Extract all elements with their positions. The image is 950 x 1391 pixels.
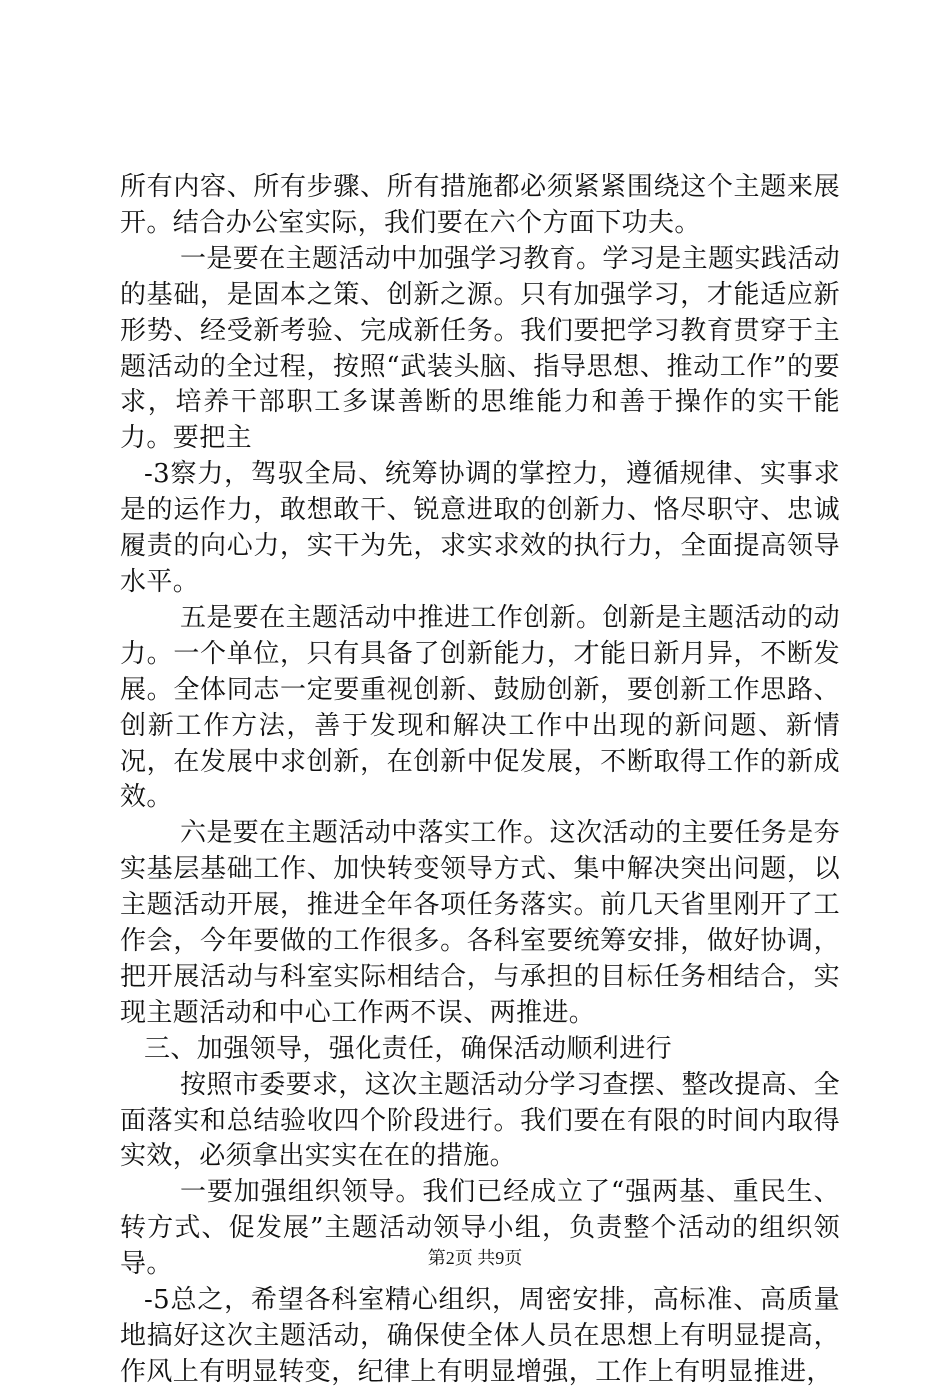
section-heading: 三、加强领导，强化责任，确保活动顺利进行	[144, 1033, 673, 1064]
paragraph-5: 六是要在主题活动中落实工作。这次活动的主要任务是夯实基层基础工作、加快转变领导方式、集中解决突出问题，以主题活动开展，推进全年各项任务落实。前几天省里刚开了工作会，今年要做的工作很多。各科室要统筹安排，做好协调，把开展活动与科室实际相结合，与承担的目标任务相结合，实现主题活动和中心工作两不误、两推进。	[120, 818, 841, 1028]
paragraph-2: 一是要在主题活动中加强学习教育。学习是主题实践活动的基础，是固本之策、创新之源。只有加强学习，才能适应新形势、经受新考验、完成新任务。我们要把学习教育贯穿于主题活动的全过程，按照“武装头脑、指导思想、推动工作”的要求，培养干部职工多谋善断的思维能力和善于操作的实干能力。要把主	[120, 243, 841, 454]
page-footer	[0, 1247, 950, 1269]
paragraph-6: 按照市委要求，这次主题活动分学习查摆、整改提高、全面落实和总结验收四个阶段进行。我们要在有限的时间内取得实效，必须拿出实实在在的措施。	[120, 1069, 841, 1172]
paragraph-1: 所有内容、所有步骤、所有措施都必须紧紧围绕这个主题来展开。结合办公室实际，我们要在六个方面下功夫。	[120, 172, 840, 238]
paragraph-7: 一要加强组织领导。我们已经成立了“强两基、重民生、转方式、促发展”主题活动领导小组，负责整个活动的组织领导。	[120, 1177, 840, 1280]
paragraph-4: 五是要在主题活动中推进工作创新。创新是主题活动的动力。一个单位，只有具备了创新能力，才能日新月异，不断发展。全体同志一定要重视创新、鼓励创新，要创新工作思路、创新工作方法，善于发现和解决工作中出现的新问题、新情况，在发展中求创新，在创新中促发展，不断取得工作的新成效。	[120, 602, 841, 813]
paragraph-3: -3察力，驾驭全局、统筹协调的掌控力，遵循规律、实事求是的运作力，敢想敢干、锐意进取的创新力、恪尽职守、忠诚履责的向心力，实干为先，求实求效的执行力，全面提高领导水平。	[120, 459, 840, 597]
page-number-label: 第2页 共9页	[427, 1248, 523, 1268]
paragraph-8: -5总之，希望各科室精心组织，周密安排，高标准、高质量地搞好这次主题活动，确保使全体人员在思想上有明显提高，作风上有明显转变，纪律上有明显增强，工作上有明显推进，	[120, 1285, 840, 1387]
document-body	[120, 170, 840, 1391]
